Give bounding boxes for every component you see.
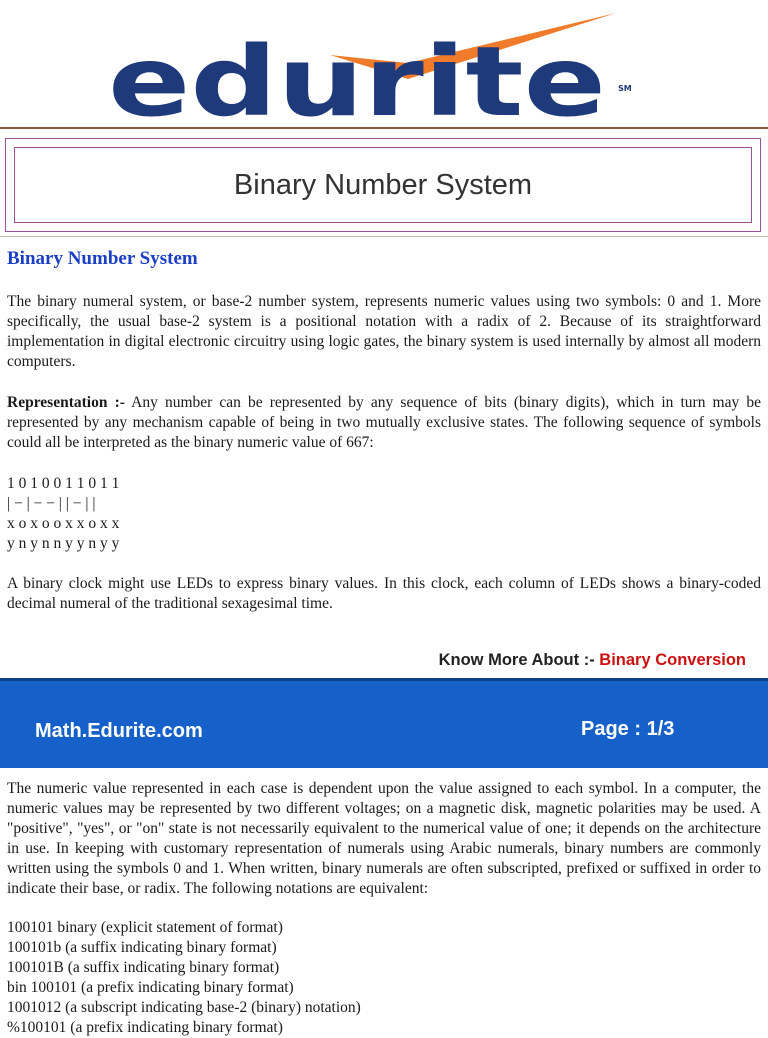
page-footer-band — [0, 678, 768, 768]
sequence-line: 1 0 1 0 0 1 1 0 1 1 — [7, 475, 120, 492]
know-more — [439, 651, 746, 670]
header-divider — [0, 127, 768, 129]
representation-label: Representation :- — [7, 394, 125, 411]
title-divider — [0, 236, 768, 237]
sequence-line: x o x o o x x o x x — [7, 515, 120, 532]
sequence-line: | − | − − | | − | | — [7, 495, 96, 512]
notation-item: 100101 binary (explicit statement of format) — [7, 919, 283, 936]
sequence-line: y n y n n y y n y y — [7, 535, 120, 552]
site-name[interactable]: Math.Edurite.com — [35, 720, 203, 742]
edurite-logo — [108, 5, 646, 125]
symbol-sequences — [7, 474, 119, 554]
page-title: Binary Number System — [233, 168, 533, 201]
know-more-label: Know More About :- — [438, 651, 595, 669]
notation-item: 100101b (a suffix indicating binary format) — [7, 939, 277, 956]
notation-list — [7, 918, 361, 1038]
notation-item: 100101B (a suffix indicating binary format) — [7, 959, 280, 976]
page2-paragraph: The numeric value represented in each case is dependent upon the value assigned to each symbol. In a computer, the numeric values may be represented by two different voltages; on a magnetic disk, magnetic polarities may be used. A "positive", "yes", or "on" state is not necessarily equivalent to the numerical value of one; it depends on the architecture in use. In keeping with customary representation of numerals using Arabic numerals, binary numbers are commonly written using the symbols 0 and 1. When written, binary numerals are often subscripted, prefixed or suffixed in order to indicate their base, or radix. The following notations are equivalent: — [7, 780, 761, 897]
section-heading: Binary Number System — [7, 248, 198, 269]
binary-conversion-link[interactable]: Binary Conversion — [599, 651, 746, 669]
notation-item: %100101 (a prefix indicating binary format) — [7, 1019, 283, 1036]
representation-text: Any number can be represented by any sequence of bits (binary digits), which in turn may be represented by any mechanism capable of being in two mutually exclusive states. The following sequence of symbols could all be interpreted as the binary numeric value of 667: — [7, 394, 761, 451]
intro-paragraph: The binary numeral system, or base-2 number system, represents numeric values using two symbols: 0 and 1. More specifically, the usual base-2 system is a positional notation with a radix of 2. Because of its straightforward implementation in digital electronic circuitry using logic gates, the binary system is used internally by almost all modern computers. — [7, 293, 761, 370]
representation-paragraph — [7, 393, 761, 453]
logo-wordmark: edurite — [108, 26, 606, 125]
notation-item: bin 100101 (a prefix indicating binary format) — [7, 979, 294, 996]
title-box — [5, 138, 761, 232]
notation-item: 1001012 (a subscript indicating base-2 (binary) notation) — [7, 999, 361, 1016]
logo-service-mark: SM — [618, 84, 632, 93]
title-box-inner — [14, 147, 752, 223]
clock-paragraph: A binary clock might use LEDs to express binary values. In this clock, each column of LEDs shows a binary-coded decimal numeral of the traditional sexagesimal time. — [7, 575, 761, 612]
page-indicator: Page : 1/3 — [581, 718, 675, 740]
